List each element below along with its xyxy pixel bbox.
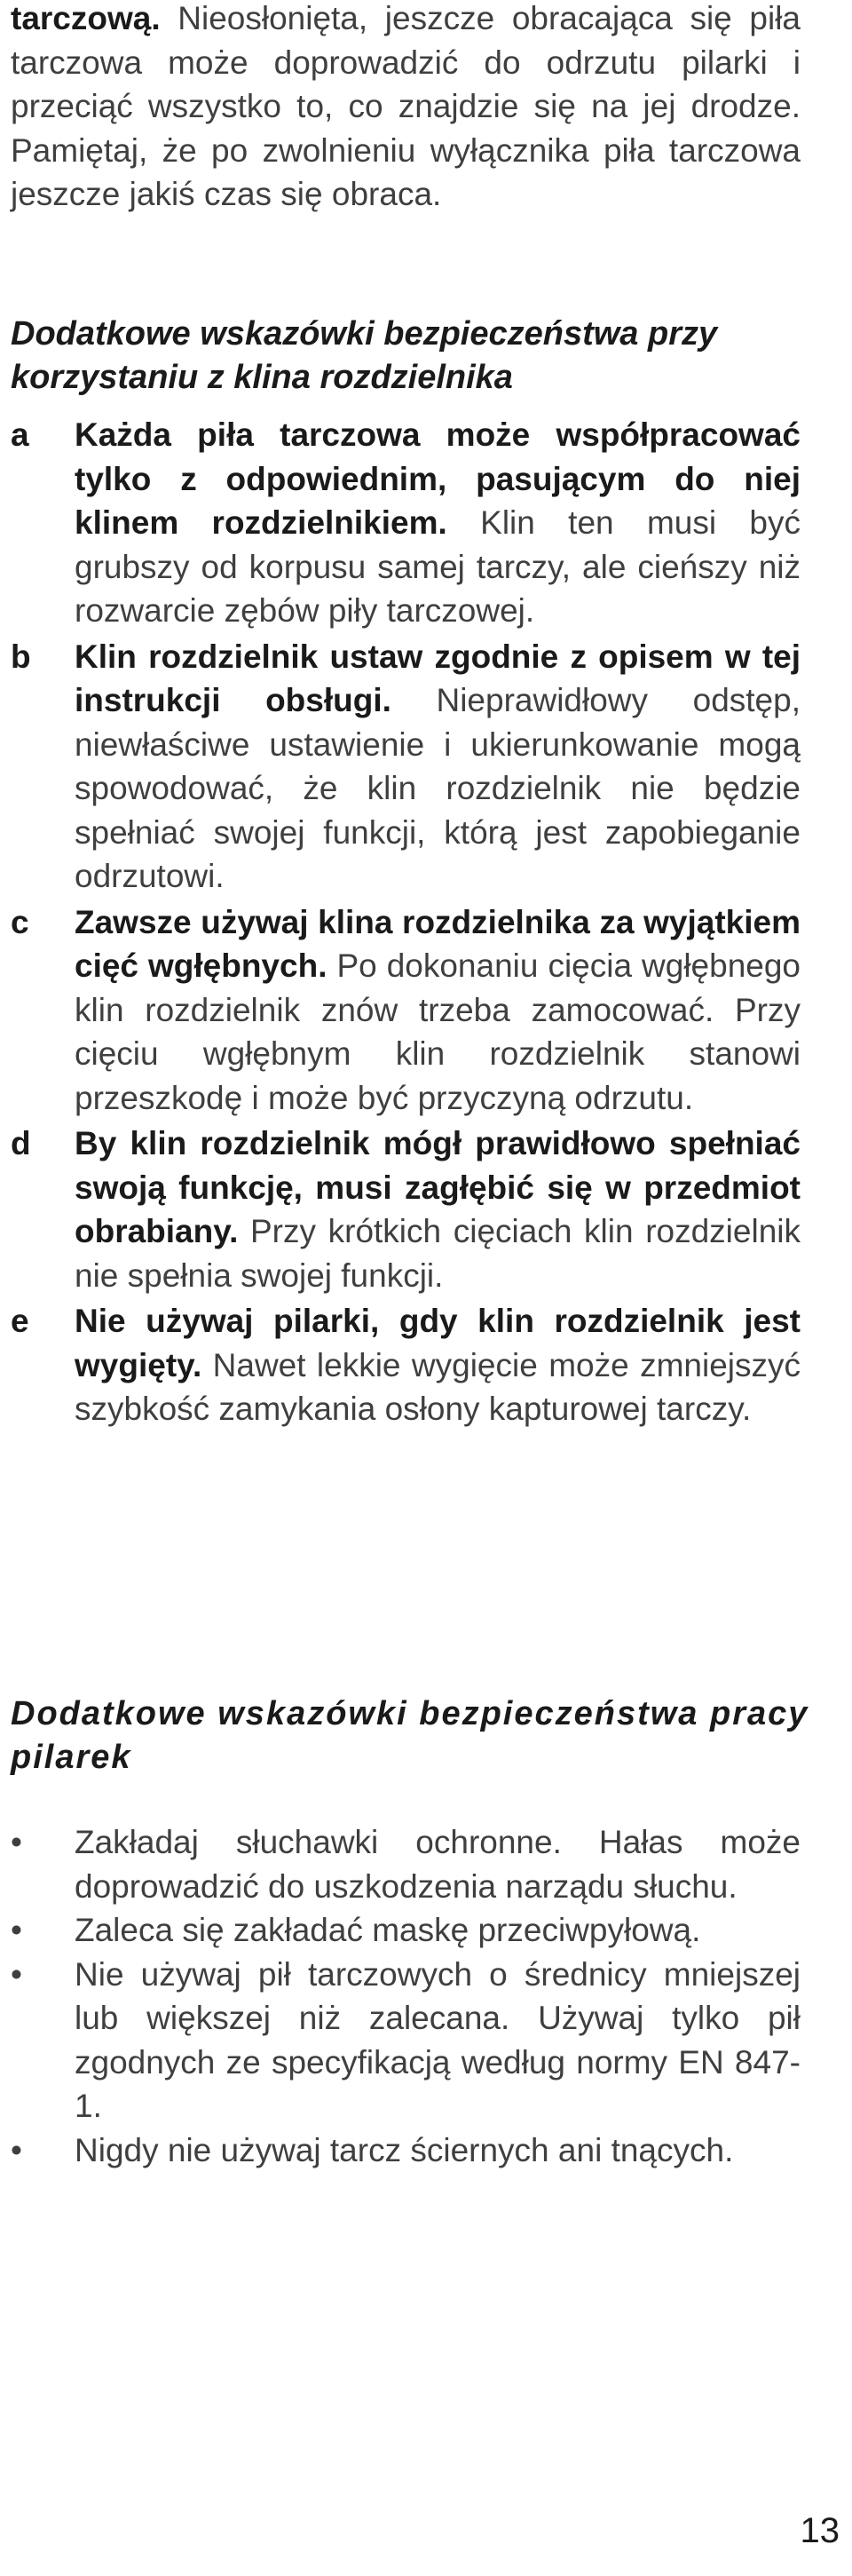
item-text: Zaleca się zakładać maskę przeciwpyłową. [75,1912,701,1948]
page-number: 13 [800,2511,840,2550]
intro-text: Nieosłonięta, jeszcze obracająca się piła tarczowa może doprowadzić do odrzutu pilarki i przeciąć wszystko to, co znajdzie się na jej drodze. Pamiętaj, że po zwolnieniu wyłącznika piła tarczowa jeszcze jakiś czas się obraca. [11,0,801,212]
item-bold-text: Zawsze używaj klina rozdzielnika za wyjątkiem cięć wgłębnych. [75,903,801,984]
intro-lead-bold: tarczową. [11,0,161,36]
item-text: Klin ten musi być grubszy od korpusu samej tarczy, ale cieńszy niż rozwarcie zębów piły tarczowej. [75,504,801,629]
list-item [11,2128,801,2173]
intro-paragraph [11,0,801,217]
list-marker: b [11,638,31,675]
section-heading-saw-safety: Dodatkowe wskazówki bezpieczeństwa pracy pilarek [11,1695,809,1776]
list-marker: d [11,1125,31,1161]
list-item [11,413,801,633]
list-marker: a [11,416,29,453]
list-item [11,1299,801,1431]
bullet-icon: • [11,1824,22,1860]
section-heading-riving-knife: Dodatkowe wskazówki bezpieczeństwa przy korzystaniu z klina rozdzielnika [11,315,718,396]
saw-safety-bullet-list [11,1820,801,2172]
list-item [11,900,801,1121]
list-marker: c [11,903,29,940]
list-item [11,1122,801,1297]
item-text: Nawet lekkie wygięcie może zmniejszyć szybkość zamykania osłony kapturowej tarczy. [75,1346,801,1427]
bullet-icon: • [11,1912,22,1948]
list-item [11,1953,801,2128]
list-marker: e [11,1303,29,1339]
bullet-icon: • [11,2131,22,2168]
item-text: Nie używaj pił tarczowych o średnicy mniejszej lub większej niż zalecana. Używaj tylko pił zgodnych ze specyfikacją według normy EN 847-1. [75,1955,801,2124]
bullet-icon: • [11,1955,22,1993]
item-bold-text: Klin rozdzielnik ustaw zgodnie z opisem w tej instrukcji obsługi. [75,638,801,718]
item-bold-text: By klin rozdzielnik mógł prawidłowo spełniać swoją funkcję, musi zagłębić się w przedmiot obrabiany. [75,1125,801,1249]
list-item [11,1820,801,1908]
list-item [11,1908,801,1953]
item-text: Nigdy nie używaj tarcz ściernych ani tnących. [75,2131,734,2168]
item-bold-text: Nie używaj pilarki, gdy klin rozdzielnik jest wygięty. [75,1303,801,1383]
riving-knife-instructions-list [11,413,801,1433]
item-text: Nieprawidłowy odstęp, niewłaściwe ustawienie i ukierunkowanie mogą spowodować, że klin rozdzielnik nie będzie spełniać swojej funkcji, którą jest zapobieganie odrzutowi. [75,682,801,894]
item-text: Po dokonaniu cięcia wgłębnego klin rozdzielnik znów trzeba zamocować. Przy cięciu wgłębnym klin rozdzielnik stanowi przeszkodę i może być przyczyną odrzutu. [75,947,801,1116]
item-text: Zakładaj słuchawki ochronne. Hałas może doprowadzić do uszkodzenia narządu słuchu. [75,1824,801,1905]
item-text: Przy krótkich cięciach klin rozdzielnik nie spełnia swojej funkcji. [75,1213,801,1294]
list-item [11,635,801,899]
item-bold-text: Każda piła tarczowa może współpracować tylko z odpowiednim, pasującym do niej klinem rozdzielnikiem. [75,416,801,541]
